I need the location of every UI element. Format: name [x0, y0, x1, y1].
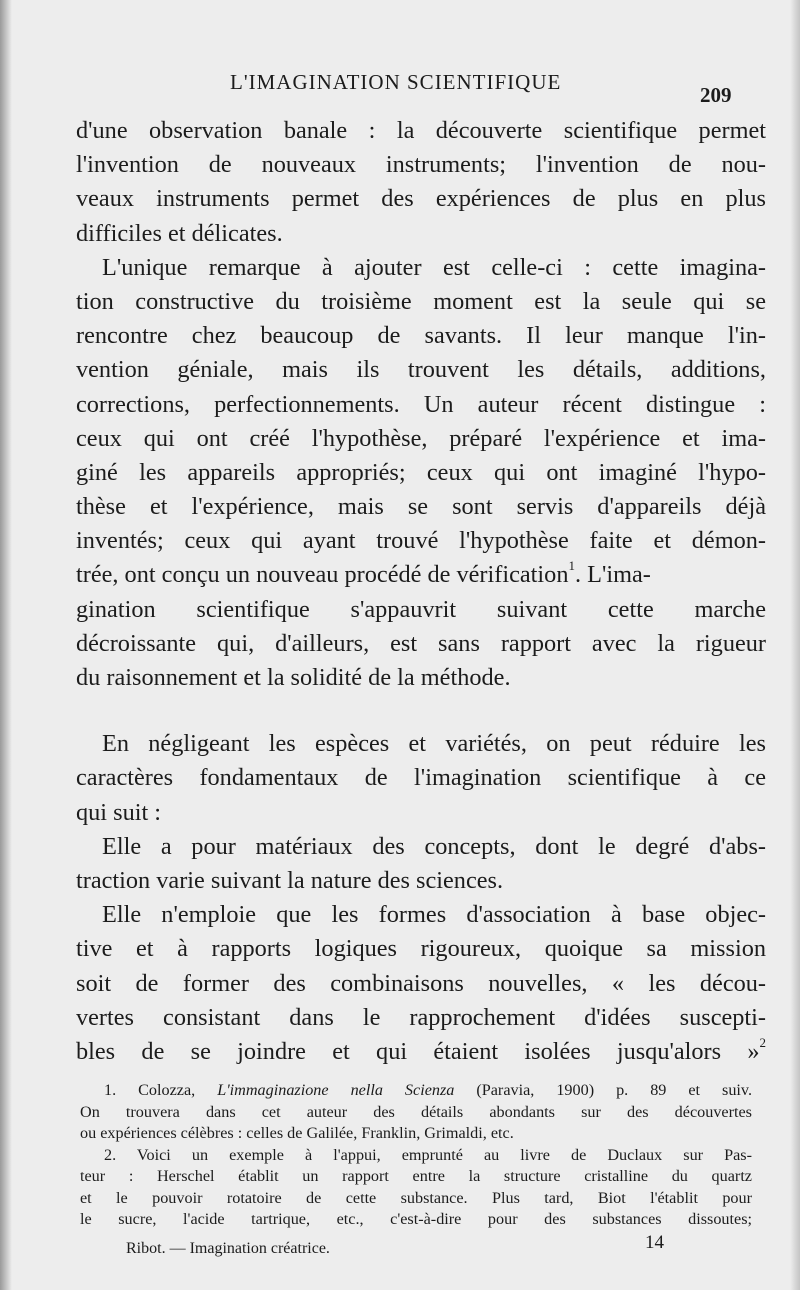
signature-line: Ribot. — Imagination créatrice.: [126, 1240, 330, 1257]
footnote-line: 2. Voici un exemple à l'appui, emprunté au livre de Duclaux sur Pas-: [104, 1145, 752, 1164]
page-number: 209: [700, 83, 732, 107]
text-segment: . L'ima-: [574, 561, 651, 589]
text-line-with-footnote: [76, 558, 766, 592]
footnote-line: ou expériences célèbres : celles de Galilée, Franklin, Grimaldi, etc.: [80, 1124, 514, 1142]
running-title: L'IMAGINATION SCIENTIFIQUE: [230, 70, 562, 94]
text-line: gination scientifique s'appauvrit suivant cette marche: [76, 595, 766, 623]
text-line: giné les appareils appropriés; ceux qui ont imaginé l'hypo-: [76, 458, 766, 486]
text-line: En négligeant les espèces et variétés, on peut réduire les: [102, 730, 766, 758]
footnote-segment: 1. Colozza,: [104, 1081, 218, 1099]
paragraph-1: [76, 114, 766, 251]
text-line: corrections, perfectionnements. Un auteur récent distingue :: [76, 390, 766, 418]
text-line: qui suit :: [76, 798, 162, 826]
text-line: inventés; ceux qui ayant trouvé l'hypothèse faite et démon-: [76, 527, 766, 555]
text-line: L'unique remarque à ajouter est celle-ci : cette imagina-: [102, 253, 766, 281]
text-line: d'une observation banale : la découverte scientifique permet: [76, 117, 766, 144]
text-line: veaux instruments permet des expériences de plus en plus: [76, 185, 766, 213]
footnote-2: [80, 1145, 752, 1231]
text-line: traction varie suivant la nature des sciences.: [76, 866, 504, 894]
page-footer: [0, 1232, 800, 1262]
text-line: Elle a pour matériaux des concepts, dont le degré d'abs-: [102, 832, 766, 860]
text-line: vention géniale, mais ils trouvent les détails, additions,: [76, 356, 766, 384]
paragraph-2: [76, 251, 766, 695]
text-line: décroissante qui, d'ailleurs, est sans rapport avec la rigueur: [76, 629, 766, 657]
text-line: Elle n'emploie que les formes d'association à base objec-: [102, 901, 766, 929]
text-line: tion constructive du troisième moment est la seule qui se: [76, 287, 766, 315]
footnote-line: et le pouvoir rotatoire de cette substance. Plus tard, Biot l'établit pour: [80, 1188, 752, 1207]
text-line: rencontre chez beaucoup de savants. Il leur manque l'in-: [76, 322, 766, 350]
paragraph-4: [76, 830, 766, 898]
section-gap: [76, 695, 766, 727]
footnote-line: le sucre, l'acide tartrique, etc., c'est-à-dire pour des substances dissoutes;: [80, 1210, 752, 1228]
body-text: [76, 114, 766, 1069]
running-head: [0, 70, 800, 107]
text-line: ceux qui ont créé l'hypothèse, préparé l'expérience et ima-: [76, 424, 766, 452]
footnotes: [80, 1080, 752, 1231]
paragraph-3: [76, 727, 766, 830]
text-line: thèse et l'expérience, mais se sont servis d'appareils déjà: [76, 493, 766, 521]
footnote-line: teur : Herschel établit un rapport entre la structure cristalline du quartz: [80, 1167, 752, 1185]
footnote-marker-1[interactable]: 1: [568, 558, 575, 574]
text-line: soit de former des combinaisons nouvelles, « les décou-: [76, 969, 766, 997]
footnote-line: [80, 1080, 752, 1102]
text-line-with-footnote: [76, 1035, 766, 1069]
footnote-work-title: L'immaginazione nella Scienza: [217, 1081, 455, 1099]
footnote-line: On trouvera dans cet auteur des détails abondants sur des découvertes: [80, 1102, 752, 1121]
footnote-marker-2[interactable]: 2: [759, 1034, 766, 1050]
text-line: caractères fondamentaux de l'imagination scientifique à ce: [76, 764, 766, 792]
paragraph-5: [76, 898, 766, 1069]
text-line: tive et à rapports logiques rigoureux, quoique sa mission: [76, 935, 766, 963]
text-line: l'invention de nouveaux instruments; l'invention de nou-: [76, 151, 766, 179]
sheet-number: 14: [645, 1232, 664, 1253]
text-line: du raisonnement et la solidité de la méthode.: [76, 664, 511, 691]
text-segment: bles de se joindre et qui étaient isolées jusqu'alors »: [76, 1037, 760, 1065]
footnote-segment: (Paravia, 1900) p. 89 et suiv.: [454, 1081, 753, 1099]
text-line: difficiles et délicates.: [76, 219, 283, 247]
text-segment: trée, ont conçu un nouveau procédé de vérification: [76, 561, 569, 589]
text-line: vertes consistant dans le rapprochement d'idées suscepti-: [76, 1003, 766, 1031]
footnote-1: [80, 1080, 752, 1145]
